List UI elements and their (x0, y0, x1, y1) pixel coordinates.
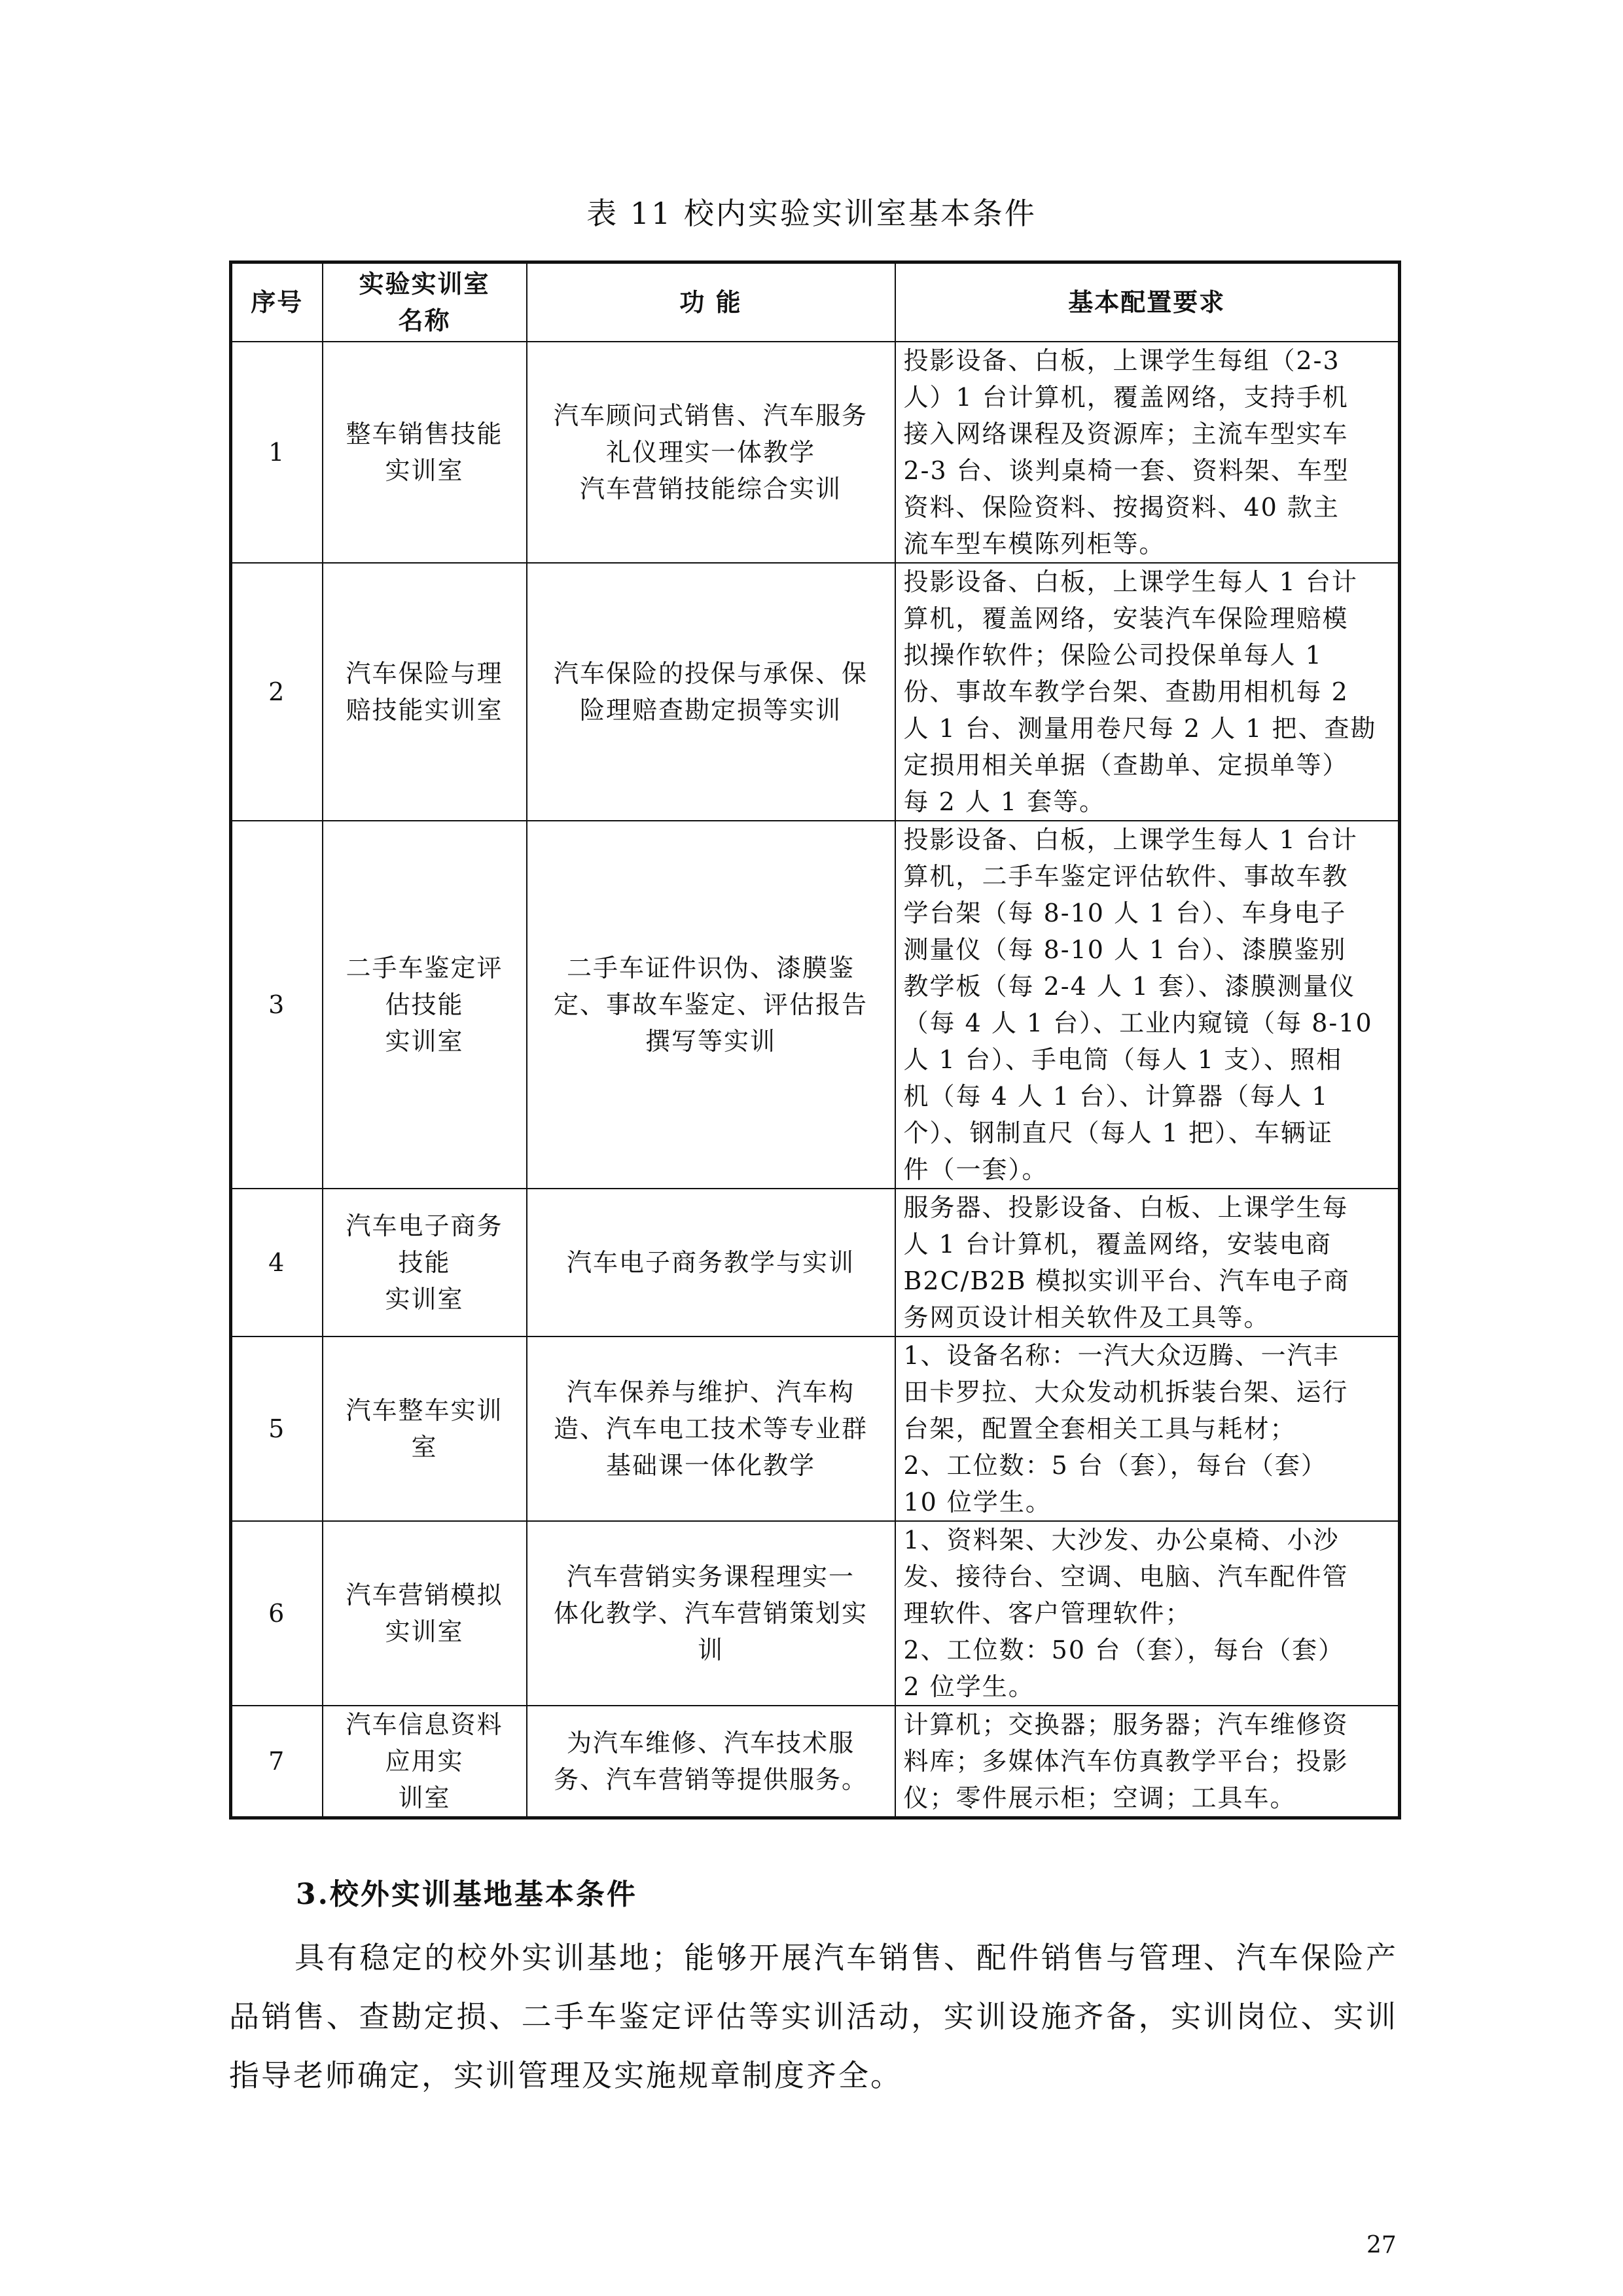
table-row (231, 1521, 1400, 1706)
table-body (231, 342, 1400, 1818)
cell-no: 4 (231, 1189, 323, 1336)
cell-requirements: 1、设备名称：一汽大众迈腾、一汽丰 田卡罗拉、大众发动机拆装台架、运行 台架，配置全套相关工具与耗材； 2、工位数：5 台（套），每台（套） 10 位学生。 (895, 1336, 1400, 1521)
table-row (231, 342, 1400, 563)
cell-no: 1 (231, 342, 323, 563)
cell-requirements: 投影设备、白板，上课学生每人 1 台计 算机，二手车鉴定评估软件、事故车教 学台架（每 8-10 人 1 台）、车身电子 测量仪（每 8-10 人 1 台）、漆膜鉴别 教学板（每 2-4 人 1 套）、漆膜测量仪 （每 4 人 1 台）、工业内窥镜（每 8-10 人 1 台）、手电筒（每人 1 支）、照相 机（每 4 人 1 台）、计算器（每人 1 个）、钢制直尺（每人 1 把）、车辆证 件（一套）。 (895, 821, 1400, 1189)
cell-function: 汽车电子商务教学与实训 (527, 1189, 895, 1336)
section-heading: 3.校外实训基地基本条件 (296, 1878, 637, 1911)
cell-function: 汽车保养与维护、汽车构 造、汽车电工技术等专业群 基础课一体化教学 (527, 1336, 895, 1521)
header-no: 序号 (231, 262, 323, 342)
cell-name: 汽车信息资料 应用实 训室 (323, 1706, 527, 1818)
cell-name: 汽车整车实训 室 (323, 1336, 527, 1521)
cell-function: 汽车保险的投保与承保、保 险理赔查勘定损等实训 (527, 563, 895, 821)
table-caption: 表 11 校内实验实训室基本条件 (586, 196, 1037, 231)
cell-requirements: 计算机；交换器；服务器；汽车维修资 料库；多媒体汽车仿真教学平台；投影 仪；零件展示柜；空调；工具车。 (895, 1706, 1400, 1818)
cell-no: 6 (231, 1521, 323, 1706)
cell-name: 汽车电子商务 技能 实训室 (323, 1189, 527, 1336)
cell-no: 3 (231, 821, 323, 1189)
header-name: 实验实训室 名称 (323, 262, 527, 342)
cell-no: 7 (231, 1706, 323, 1818)
cell-requirements: 1、资料架、大沙发、办公桌椅、小沙 发、接待台、空调、电脑、汽车配件管 理软件、客户管理软件； 2、工位数：50 台（套），每台（套） 2 位学生。 (895, 1521, 1400, 1706)
cell-no: 2 (231, 563, 323, 821)
section-paragraph: 具有稳定的校外实训基地；能够开展汽车销售、配件销售与管理、汽车保险产品销售、查勘定损、二手车鉴定评估等实训活动，实训设施齐备，实训岗位、实训指导老师确定，实训管理及实施规章制度齐全。 (229, 1940, 1398, 2093)
table-row (231, 1189, 1400, 1336)
cell-requirements: 服务器、投影设备、白板、上课学生每 人 1 台计算机，覆盖网络，安装电商 B2C/B2B 模拟实训平台、汽车电子商 务网页设计相关软件及工具等。 (895, 1189, 1400, 1336)
cell-name: 汽车营销模拟 实训室 (323, 1521, 527, 1706)
cell-no: 5 (231, 1336, 323, 1521)
table-row (231, 821, 1400, 1189)
page-number: 27 (1366, 2232, 1397, 2259)
cell-function: 汽车顾问式销售、汽车服务 礼仪理实一体教学 汽车营销技能综合实训 (527, 342, 895, 563)
header-requirements: 基本配置要求 (895, 262, 1400, 342)
cell-name: 汽车保险与理 赔技能实训室 (323, 563, 527, 821)
table-header-row (231, 262, 1400, 342)
cell-function: 为汽车维修、汽车技术服 务、汽车营销等提供服务。 (527, 1706, 895, 1818)
table-row (231, 1706, 1400, 1818)
cell-name: 整车销售技能 实训室 (323, 342, 527, 563)
cell-function: 汽车营销实务课程理实一 体化教学、汽车营销策划实 训 (527, 1521, 895, 1706)
table-row (231, 1336, 1400, 1521)
cell-requirements: 投影设备、白板，上课学生每组（2-3 人）1 台计算机，覆盖网络，支持手机 接入网络课程及资源库；主流车型实车 2-3 台、谈判桌椅一套、资料架、车型 资料、保险资料、按揭资料、40 款主 流车型车模陈列柜等。 (895, 342, 1400, 563)
table-row (231, 563, 1400, 821)
cell-function: 二手车证件识伪、漆膜鉴 定、事故车鉴定、评估报告 撰写等实训 (527, 821, 895, 1189)
cell-requirements: 投影设备、白板，上课学生每人 1 台计 算机，覆盖网络，安装汽车保险理赔模 拟操作软件；保险公司投保单每人 1 份、事故车教学台架、查勘用相机每 2 人 1 台、测量用卷尺每 2 人 1 把、查勘 定损用相关单据（查勘单、定损单等） 每 2 人 1 套等。 (895, 563, 1400, 821)
lab-conditions-table (229, 260, 1401, 1820)
lab-conditions-table-wrapper (229, 260, 1398, 1820)
cell-name: 二手车鉴定评 估技能 实训室 (323, 821, 527, 1189)
header-function: 功 能 (527, 262, 895, 342)
